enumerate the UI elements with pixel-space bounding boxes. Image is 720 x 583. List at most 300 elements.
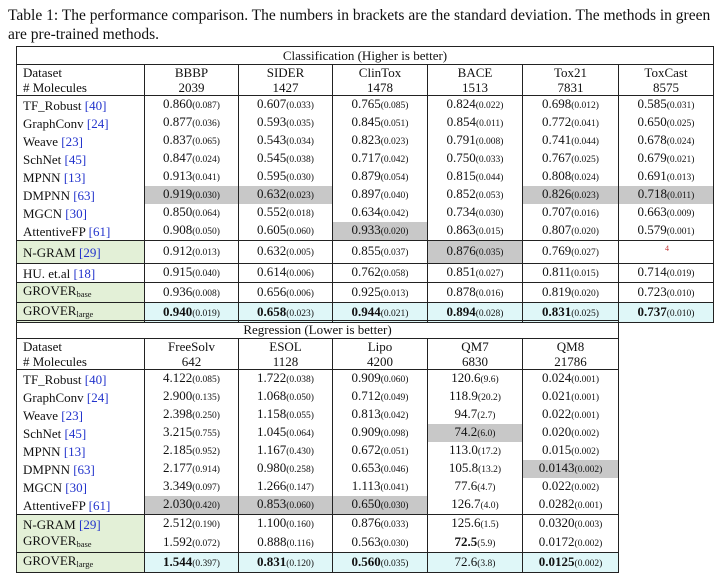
metric-value: 0.791	[446, 132, 476, 147]
metric-value: 0.658	[257, 303, 287, 319]
citation-link[interactable]: [13]	[63, 443, 86, 459]
dataset-name: Tox21	[523, 65, 619, 81]
metric-std: (0.002)	[571, 447, 599, 457]
metric-value: 1.544	[163, 553, 193, 569]
metric-cell	[333, 114, 428, 132]
method-name	[17, 442, 145, 460]
metric-value: 0.888	[257, 533, 287, 549]
metric-std: (0.049)	[380, 393, 409, 403]
metric-std: (2.7)	[477, 411, 496, 421]
metric-std: (0.023)	[380, 137, 409, 147]
metric-std: (0.030)	[380, 501, 409, 511]
metric-std: (0.064)	[192, 209, 220, 219]
metric-value: 0.933	[351, 222, 381, 237]
metric-value: 0.767	[542, 150, 572, 165]
metric-cell	[145, 222, 239, 241]
metric-cell	[145, 460, 239, 478]
metric-std: (1.5)	[480, 520, 499, 530]
metric-std: (0.085)	[380, 101, 409, 111]
method-label: AttentiveFP	[23, 497, 86, 513]
metric-value: 0.632	[257, 243, 287, 258]
metric-std: (0.018)	[286, 209, 314, 219]
metric-cell	[333, 515, 428, 534]
metric-std: (0.058)	[380, 269, 409, 279]
metric-std: (0.420)	[192, 501, 220, 511]
metric-std: (0.033)	[475, 155, 504, 165]
metric-value: 0.707	[542, 204, 572, 219]
metric-std: (6.0)	[477, 429, 496, 439]
metric-value: 126.7	[451, 496, 481, 511]
method-name	[17, 553, 145, 573]
metric-cell	[619, 114, 714, 132]
citation-link[interactable]: [13]	[63, 169, 86, 185]
metric-std: (0.064)	[286, 429, 314, 439]
method-label: SchNet	[23, 151, 62, 167]
metric-value: 0.022	[542, 478, 572, 493]
metric-std: (0.397)	[192, 558, 220, 569]
metric-cell	[523, 388, 619, 406]
metric-std: (5.9)	[477, 538, 496, 549]
metric-value: 118.9	[449, 388, 478, 403]
metric-cell	[239, 168, 333, 186]
method-label: MPNN	[23, 443, 61, 459]
metric-value: 0.824	[446, 96, 476, 111]
metric-cell	[239, 515, 333, 534]
metric-cell	[333, 283, 428, 303]
metric-std: (0.040)	[192, 269, 220, 279]
metric-cell	[428, 406, 523, 424]
dataset-name: BBBP	[145, 65, 239, 81]
metric-std: (0.016)	[475, 288, 504, 299]
metric-value: 0.614	[257, 264, 287, 279]
dataset-name: FreeSolv	[145, 339, 239, 355]
metric-cell	[428, 114, 523, 132]
method-name	[17, 168, 145, 186]
metric-value: 0.894	[446, 303, 476, 319]
method-name	[17, 186, 145, 204]
metric-cell	[428, 496, 523, 515]
metric-cell	[145, 496, 239, 515]
metric-std: (13.2)	[478, 465, 502, 475]
regression-table	[16, 320, 619, 573]
metric-cell	[145, 204, 239, 222]
metric-std: (0.050)	[192, 227, 220, 237]
dataset-name: ESOL	[239, 339, 333, 355]
metric-value: 0.678	[637, 132, 667, 147]
dataset-name: SIDER	[239, 65, 333, 81]
metric-std: (0.038)	[286, 155, 314, 165]
citation-link[interactable]: [29]	[78, 516, 101, 532]
table-row	[17, 553, 619, 573]
metric-value: 0.925	[351, 283, 381, 299]
metric-value: 1.266	[257, 478, 287, 493]
metric-std: (0.051)	[380, 447, 409, 457]
metric-value: 4.122	[163, 370, 193, 385]
metric-value: 0.823	[351, 132, 381, 147]
metric-std: (0.024)	[192, 155, 220, 165]
metric-std: (0.030)	[475, 209, 504, 219]
metric-value: 1.113	[351, 478, 381, 493]
metric-cell	[145, 264, 239, 283]
metric-cell	[619, 186, 714, 204]
method-name	[17, 496, 145, 515]
method-name	[17, 283, 145, 303]
metric-std: (0.023)	[286, 191, 314, 201]
citation-link[interactable]: [40]	[84, 371, 107, 387]
metric-cell	[428, 132, 523, 150]
metric-cell	[145, 553, 239, 573]
method-label: GROVER	[23, 303, 77, 318]
metric-std: (4.7)	[477, 483, 496, 493]
dataset-name: ClinTox	[333, 65, 428, 81]
classification-table	[16, 46, 714, 323]
molecules-count: 1128	[239, 354, 333, 370]
metric-cell	[619, 241, 714, 264]
metric-cell	[523, 96, 619, 115]
metric-value: 0.845	[351, 114, 381, 129]
metric-std: (0.013)	[380, 288, 409, 299]
method-name	[17, 370, 145, 389]
metric-value: 0.769	[542, 243, 572, 258]
table-row	[17, 168, 714, 186]
metric-cell	[619, 204, 714, 222]
metric-value: 0.563	[351, 533, 381, 549]
table-title-row	[17, 321, 619, 339]
metric-std: (0.044)	[475, 173, 504, 183]
metric-cell	[239, 264, 333, 283]
metric-std: (0.010)	[666, 308, 695, 319]
metric-value: 0.545	[257, 150, 287, 165]
metric-std: (0.008)	[475, 137, 504, 147]
metric-cell	[333, 132, 428, 150]
metric-value: 0.831	[542, 303, 572, 319]
metric-value: 0.579	[637, 222, 667, 237]
metric-cell	[239, 132, 333, 150]
method-name	[17, 241, 145, 264]
metric-cell	[523, 204, 619, 222]
metric-value: 0.712	[351, 388, 381, 403]
metric-value: 3.215	[163, 424, 193, 439]
metric-cell	[333, 150, 428, 168]
metric-value: 0.605	[257, 222, 287, 237]
citation-link[interactable]: [18]	[73, 265, 96, 281]
method-name	[17, 406, 145, 424]
citation-link[interactable]: [24]	[86, 115, 109, 131]
metric-cell	[523, 496, 619, 515]
table-row	[17, 424, 619, 442]
molecules-count: 1478	[333, 80, 428, 96]
metric-std: (0.116)	[286, 538, 314, 549]
metric-value: 0.915	[163, 264, 193, 279]
metric-cell	[428, 388, 523, 406]
method-label: Weave	[23, 133, 59, 149]
metric-value: 0.015	[542, 442, 572, 457]
metric-value: 0.877	[163, 114, 193, 129]
citation-link[interactable]: [24]	[86, 389, 109, 405]
dataset-name: QM7	[428, 339, 523, 355]
table-caption: Table 1: The performance comparison. The numbers in brackets are the standard deviation. The methods in green are pre-trained methods.	[8, 7, 711, 43]
citation-link[interactable]: [29]	[78, 244, 101, 260]
metric-value: 77.6	[454, 478, 478, 493]
method-name	[17, 478, 145, 496]
citation-link[interactable]: [61]	[88, 497, 111, 513]
metric-cell	[619, 150, 714, 168]
metric-value: 2.398	[163, 406, 193, 421]
metric-value: 0.632	[257, 186, 287, 201]
metric-std: (0.035)	[286, 119, 314, 129]
metric-value: 0.850	[163, 204, 193, 219]
metric-cell	[239, 442, 333, 460]
metric-value: 0.543	[257, 132, 287, 147]
metric-value: 0.852	[446, 186, 476, 201]
metric-cell	[428, 533, 523, 553]
metric-std: (0.054)	[380, 173, 409, 183]
citation-link[interactable]: [30]	[65, 205, 87, 221]
citation-link[interactable]: [63]	[73, 461, 95, 477]
metric-value: 0.853	[257, 496, 287, 511]
table-row	[17, 496, 619, 515]
table-row	[17, 264, 714, 283]
metric-value: 0.021	[542, 388, 572, 403]
metric-std: (0.033)	[286, 101, 314, 111]
method-label: MGCN	[23, 205, 63, 221]
metric-value: 0.772	[542, 114, 572, 129]
metric-value: 0.650	[351, 496, 381, 511]
metric-std: (0.914)	[192, 465, 220, 475]
metric-std: (0.020)	[571, 288, 599, 299]
metric-value: 1.068	[257, 388, 287, 403]
metric-std: (9.6)	[480, 375, 499, 385]
method-name	[17, 96, 145, 115]
metric-cell	[523, 264, 619, 283]
metric-std: (0.147)	[286, 483, 314, 493]
metric-value: 0.819	[542, 283, 572, 299]
metric-value: 2.177	[163, 460, 193, 475]
metric-value: 0.560	[351, 553, 381, 569]
metric-value: 0.831	[257, 553, 287, 569]
metric-cell	[619, 132, 714, 150]
dataset-header-label: Dataset	[17, 339, 145, 355]
metric-std: (0.006)	[286, 269, 314, 279]
metric-value: 0.837	[163, 132, 193, 147]
metric-cell	[333, 241, 428, 264]
table-row	[17, 442, 619, 460]
method-label: GraphConv	[23, 115, 84, 131]
metric-cell	[145, 388, 239, 406]
section-title: Classification (Higher is better)	[17, 47, 714, 65]
model-size-subscript: large	[76, 559, 94, 569]
metric-value: 1.167	[257, 442, 287, 457]
metric-std: (0.053)	[475, 191, 504, 201]
metric-value: 0.815	[446, 168, 476, 183]
method-name	[17, 204, 145, 222]
metric-std: (0.065)	[192, 137, 220, 147]
method-label: AttentiveFP	[23, 223, 86, 239]
metric-std: (0.015)	[475, 227, 504, 237]
metric-cell	[523, 222, 619, 241]
metric-std: (0.002)	[574, 558, 603, 569]
model-size-subscript: base	[76, 539, 92, 549]
metric-value: 0.855	[351, 243, 381, 258]
metric-std: (4.0)	[480, 501, 499, 511]
metric-cell	[619, 222, 714, 241]
citation-link[interactable]: [45]	[64, 151, 87, 167]
molecules-count: 1427	[239, 80, 333, 96]
metric-std: (0.027)	[475, 269, 504, 279]
metric-std: (0.025)	[666, 119, 695, 129]
metric-cell	[239, 460, 333, 478]
metric-cell	[428, 204, 523, 222]
molecules-header-label: # Molecules	[17, 354, 145, 370]
metric-value: 0.656	[257, 283, 287, 299]
molecules-count-row	[17, 354, 619, 370]
dataset-name: BACE	[428, 65, 523, 81]
metric-value: 0.650	[637, 114, 667, 129]
method-label: GraphConv	[23, 389, 84, 405]
metric-std: (0.011)	[666, 191, 695, 201]
metric-std: (0.097)	[192, 483, 220, 493]
metric-std: (0.034)	[286, 137, 314, 147]
metric-std: (0.012)	[571, 101, 599, 111]
metric-value: 1.100	[257, 515, 287, 530]
citation-link[interactable]: [23]	[61, 407, 83, 423]
citation-link[interactable]: [40]	[84, 97, 107, 113]
metric-std: (0.258)	[286, 465, 314, 475]
metric-std: (0.037)	[380, 248, 409, 258]
metric-cell	[333, 370, 428, 389]
metric-cell	[428, 150, 523, 168]
metric-cell	[523, 478, 619, 496]
metric-std: (0.002)	[571, 483, 599, 493]
method-name	[17, 264, 145, 283]
metric-std: (0.023)	[286, 308, 314, 319]
table-row	[17, 186, 714, 204]
metric-cell	[145, 533, 239, 553]
metric-cell	[428, 460, 523, 478]
metric-std: (0.002)	[574, 465, 603, 475]
metric-std: (0.010)	[666, 288, 695, 299]
model-size-subscript: large	[76, 309, 94, 319]
metric-value: 0.762	[351, 264, 381, 279]
metric-cell	[523, 114, 619, 132]
metric-value: 0.807	[542, 222, 572, 237]
metric-value: 0.672	[351, 442, 381, 457]
metric-value: 0.851	[446, 264, 476, 279]
method-label: N-GRAM	[23, 516, 76, 532]
metric-cell	[333, 186, 428, 204]
table-row	[17, 388, 619, 406]
metric-std: (0.002)	[574, 538, 603, 549]
citation-link[interactable]: [63]	[73, 187, 95, 203]
method-name	[17, 388, 145, 406]
molecules-count: 4200	[333, 354, 428, 370]
metric-value: 0.919	[163, 186, 193, 201]
metric-value: 2.030	[163, 496, 193, 511]
metric-value: 2.900	[163, 388, 193, 403]
metric-std: (0.060)	[286, 501, 314, 511]
metric-value: 0.811	[542, 264, 572, 279]
metric-cell	[239, 186, 333, 204]
metric-value: 2.512	[163, 515, 193, 530]
table-row	[17, 533, 619, 553]
citation-link[interactable]: [23]	[61, 133, 83, 149]
metric-cell	[428, 553, 523, 573]
metric-cell	[523, 283, 619, 303]
metric-cell	[333, 496, 428, 515]
method-label: N-GRAM	[23, 244, 76, 260]
metric-std: (0.021)	[666, 155, 695, 165]
molecules-count: 6830	[428, 354, 523, 370]
method-label: Weave	[23, 407, 59, 423]
metric-cell	[145, 186, 239, 204]
metric-std: (0.042)	[380, 209, 409, 219]
molecules-count: 642	[145, 354, 239, 370]
metric-value: 0.750	[446, 150, 476, 165]
metric-std: (0.085)	[192, 375, 220, 385]
metric-std: (0.022)	[475, 101, 504, 111]
citation-link[interactable]: [45]	[64, 425, 87, 441]
metric-cell	[428, 241, 523, 264]
table-row	[17, 406, 619, 424]
metric-std: (0.042)	[380, 155, 409, 165]
metric-cell	[523, 460, 619, 478]
metric-std: (0.035)	[475, 248, 504, 258]
citation-link[interactable]: [61]	[88, 223, 111, 239]
metric-cell	[145, 132, 239, 150]
method-label: HU. et.al	[23, 265, 71, 281]
citation-link[interactable]: [30]	[65, 479, 87, 495]
metric-value: 74.2	[454, 424, 478, 439]
metric-value: 0.698	[542, 96, 572, 111]
molecules-count-row	[17, 80, 714, 96]
metric-std: (0.009)	[666, 209, 695, 219]
metric-cell	[523, 370, 619, 389]
metric-cell	[145, 114, 239, 132]
metric-cell	[523, 150, 619, 168]
metric-cell	[428, 370, 523, 389]
molecules-count: 8575	[619, 80, 714, 96]
metric-value: 0.980	[257, 460, 287, 475]
metric-std: (0.060)	[286, 227, 314, 237]
metric-std: (0.024)	[666, 137, 695, 147]
metric-std: (0.135)	[192, 393, 220, 403]
metric-std: (0.013)	[666, 173, 695, 183]
metric-value: 0.741	[542, 132, 572, 147]
metric-value: 0.717	[351, 150, 381, 165]
metric-cell	[239, 204, 333, 222]
footnote-mark: 4	[665, 244, 669, 253]
metric-std: (0.044)	[571, 137, 599, 147]
metric-value: 0.024	[542, 370, 572, 385]
table-row	[17, 478, 619, 496]
metric-cell	[145, 283, 239, 303]
metric-cell	[428, 222, 523, 241]
metric-cell	[145, 442, 239, 460]
metric-value: 0.897	[351, 186, 381, 201]
metric-std: (0.072)	[192, 538, 220, 549]
metric-cell	[333, 442, 428, 460]
table-row	[17, 370, 619, 389]
metric-cell	[333, 388, 428, 406]
metric-std: (0.002)	[571, 429, 599, 439]
metric-cell	[145, 370, 239, 389]
metric-cell	[428, 168, 523, 186]
metric-std: (0.050)	[286, 393, 314, 403]
metric-cell	[239, 553, 333, 573]
metric-cell	[239, 533, 333, 553]
metric-value: 125.6	[451, 515, 481, 530]
metric-value: 0.020	[542, 424, 572, 439]
